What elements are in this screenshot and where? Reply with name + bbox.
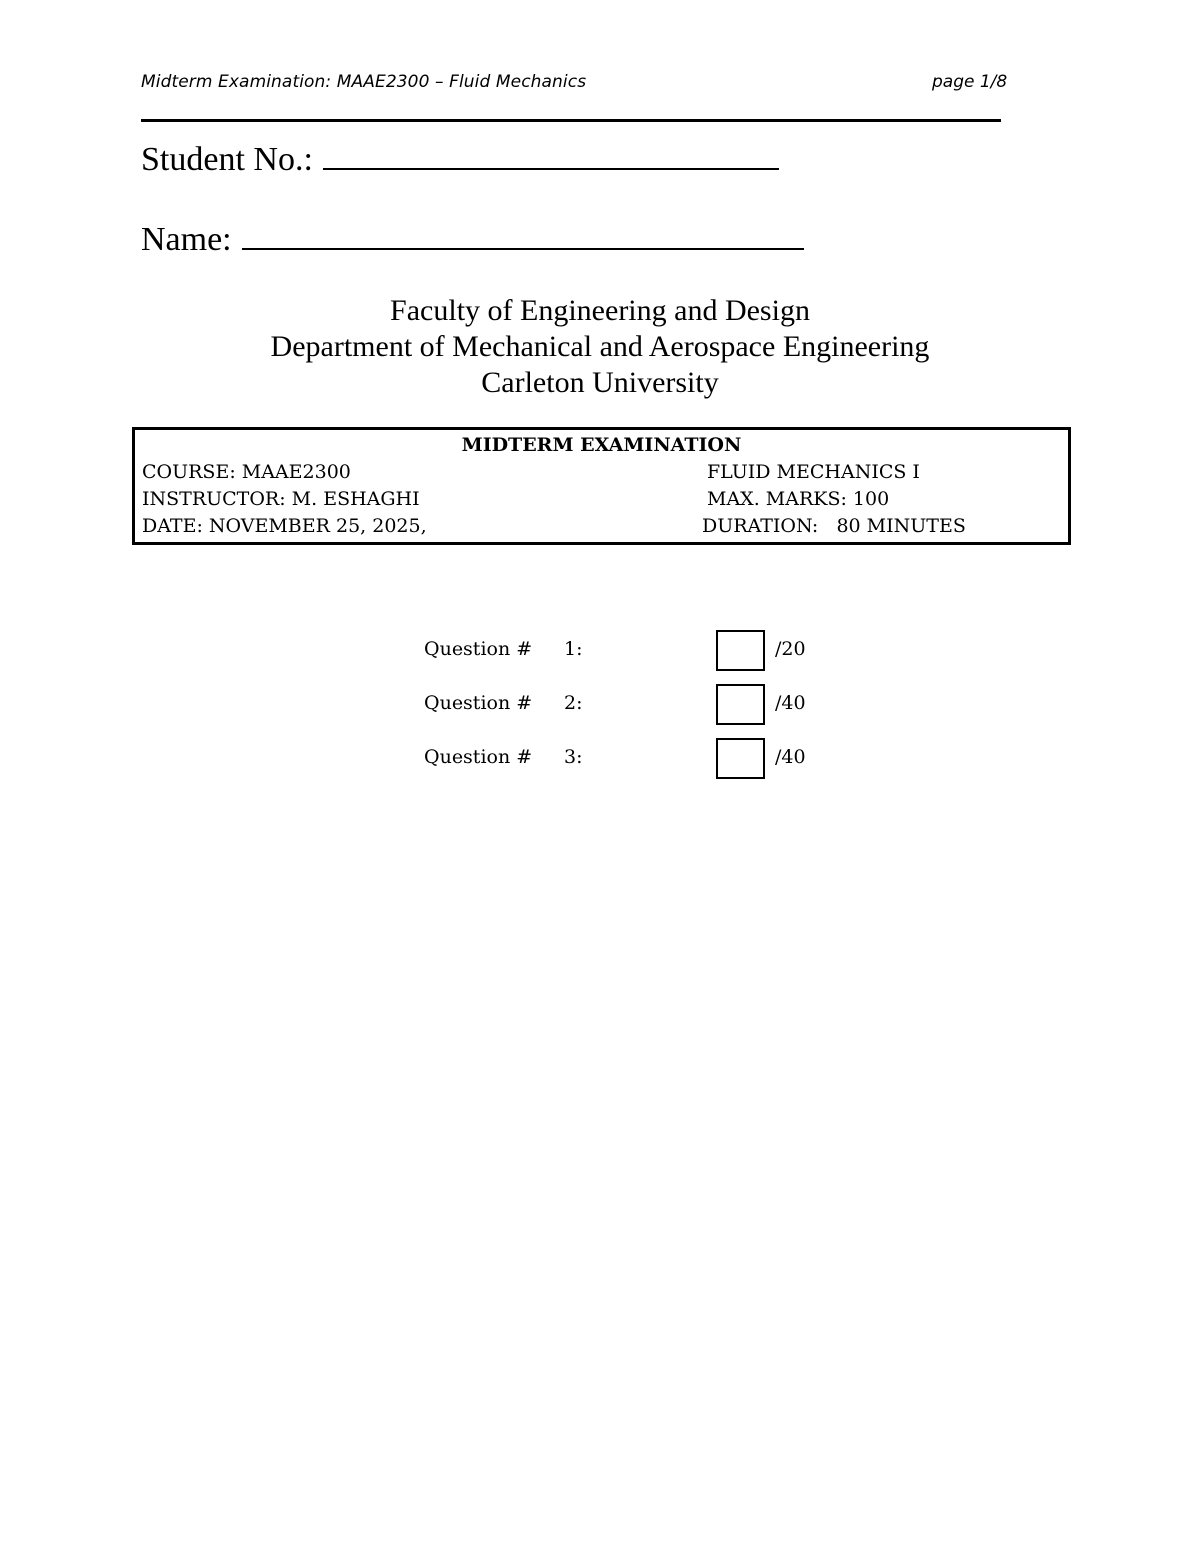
question-label: Question # bbox=[424, 692, 533, 714]
question-max-marks: /40 bbox=[775, 746, 806, 768]
question-label: Question # bbox=[424, 746, 533, 768]
student-number-blank[interactable] bbox=[323, 142, 779, 170]
question-max-marks: /20 bbox=[775, 638, 806, 660]
question-score-row bbox=[0, 738, 1200, 782]
question-score-row bbox=[0, 630, 1200, 674]
department-name: Department of Mechanical and Aerospace Engineering bbox=[270, 330, 930, 363]
exam-row-course bbox=[142, 461, 1062, 483]
exam-title: MIDTERM EXAMINATION bbox=[461, 434, 742, 456]
institution-block bbox=[0, 293, 1200, 401]
faculty-name: Faculty of Engineering and Design bbox=[390, 294, 810, 327]
exam-duration: DURATION: 80 MINUTES bbox=[702, 515, 966, 537]
university-name: Carleton University bbox=[481, 366, 719, 399]
name-blank[interactable] bbox=[242, 222, 804, 250]
course-code: COURSE: MAAE2300 bbox=[142, 461, 351, 483]
page-header-title: Midterm Examination: MAAE2300 – Fluid Mechanics bbox=[141, 72, 587, 92]
student-number-label: Student No.: bbox=[141, 141, 313, 178]
question-label: Question # bbox=[424, 638, 533, 660]
instructor: INSTRUCTOR: M. ESHAGHI bbox=[142, 488, 420, 510]
exam-date: DATE: NOVEMBER 25, 2025, bbox=[142, 515, 427, 537]
question-max-marks: /40 bbox=[775, 692, 806, 714]
header-divider bbox=[141, 119, 1001, 122]
question-number: 1: bbox=[564, 638, 583, 660]
exam-info-box bbox=[132, 427, 1071, 545]
name-label: Name: bbox=[141, 221, 232, 258]
exam-row-instructor bbox=[142, 488, 1062, 510]
page-number: page 1/8 bbox=[932, 72, 1008, 92]
question-score-row bbox=[0, 684, 1200, 728]
score-box[interactable] bbox=[716, 684, 765, 725]
question-number: 2: bbox=[564, 692, 583, 714]
exam-row-date bbox=[142, 515, 1062, 537]
name-field bbox=[141, 221, 804, 259]
student-number-field bbox=[141, 141, 779, 179]
course-name: FLUID MECHANICS I bbox=[707, 461, 920, 483]
score-box[interactable] bbox=[716, 630, 765, 671]
max-marks: MAX. MARKS: 100 bbox=[707, 488, 890, 510]
score-box[interactable] bbox=[716, 738, 765, 779]
question-number: 3: bbox=[564, 746, 583, 768]
